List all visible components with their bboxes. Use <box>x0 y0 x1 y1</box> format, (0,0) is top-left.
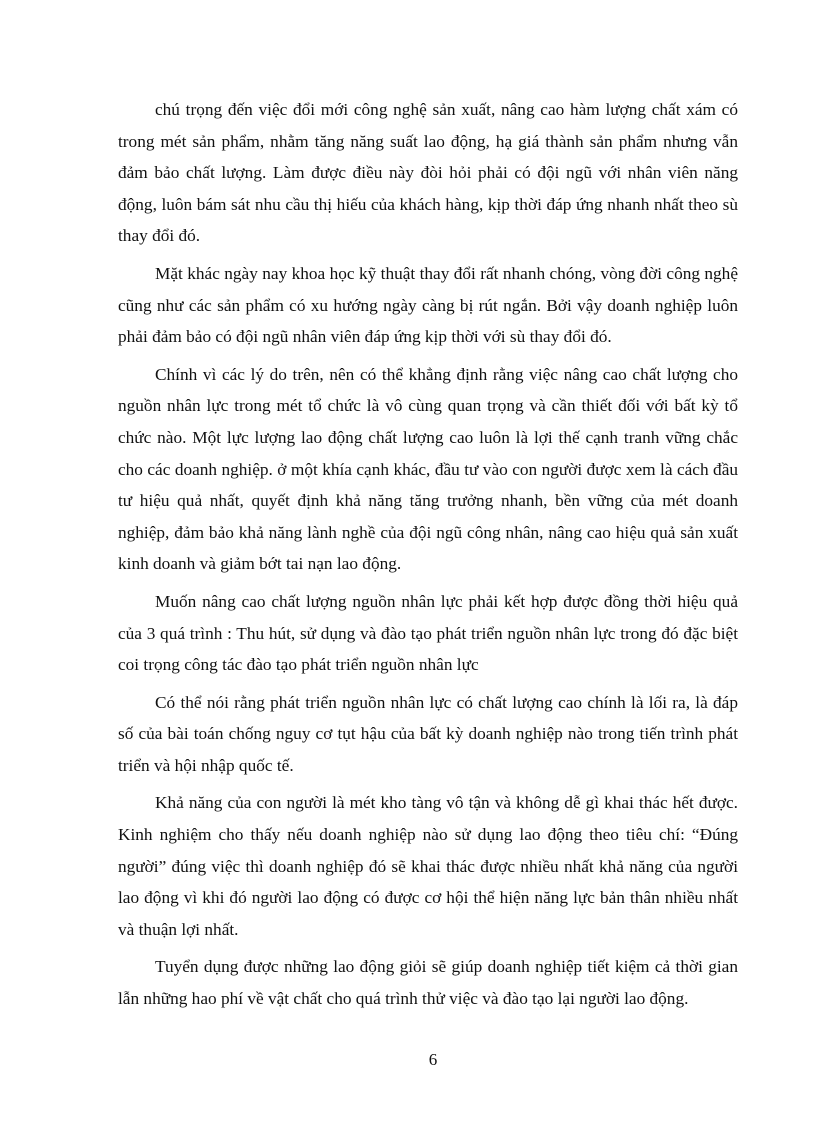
paragraph: Mặt khác ngày nay khoa học kỹ thuật thay đổi rất nhanh chóng, vòng đời công nghệ cũng như các sản phẩm có xu hướng ngày càng bị rút ngắn. Bởi vậy doanh nghiệp luôn phải đảm bảo có đội ngũ nhân viên đáp ứng kịp thời với sù thay đổi đó. <box>118 263 738 347</box>
paragraph: Khả năng của con người là mét kho tàng vô tận và không dễ gì khai thác hết được. Kinh nghiệm cho thấy nếu doanh nghiệp nào sử dụng lao động theo tiêu chí: “Đúng người” đúng việc thì doanh nghiệp đó sẽ khai thác được nhiều nhất khả năng của người lao động vì khi đó người lao động có được cơ hội thể hiện năng lực bản thân nhiều nhất và thuận lợi nhất. <box>118 793 738 939</box>
paragraph: Tuyển dụng được những lao động giỏi sẽ giúp doanh nghiệp tiết kiệm cả thời gian lẫn những hao phí về vật chất cho quá trình thử việc và đào tạo lại người lao động. <box>118 957 738 1009</box>
paragraph: Có thể nói rằng phát triển nguồn nhân lực có chất lượng cao chính là lối ra, là đáp số của bài toán chống nguy cơ tụt hậu của bất kỳ doanh nghiệp nào trong tiến trình phát triển và hội nhập quốc tế. <box>118 692 738 775</box>
paragraph: chú trọng đến việc đổi mới công nghệ sản xuất, nâng cao hàm lượng chất xám có trong mét sản phẩm, nhằm tăng năng suất lao động, hạ giá thành sản phẩm nhưng vẫn đảm bảo chất lượng. Làm được điều này đòi hỏi phải có đội ngũ với nhân viên năng động, luôn bám sát nhu cầu thị hiếu của khách hàng, kịp thời đáp ứng nhanh nhất theo sù thay đổi đó. <box>118 100 738 246</box>
paragraph: Muốn nâng cao chất lượng nguồn nhân lực phải kết hợp được đồng thời hiệu quả của 3 quá trình : Thu hút, sử dụng và đào tạo phát triển nguồn nhân lực trong đó đặc biệt coi trọng công tác đào tạo phát triển nguồn nhân lực <box>118 591 738 675</box>
page-number: 6 <box>428 1050 438 1069</box>
document-body <box>118 94 738 1015</box>
paragraph: Chính vì các lý do trên, nên có thể khẳng định rằng việc nâng cao chất lượng cho nguồn nhân lực trong mét tổ chức là vô cùng quan trọng và cần thiết đối với bất kỳ tổ chức nào. Một lực lượng lao động chất lượng cao luôn là lợi thế cạnh tranh vững chắc cho các doanh nghiệp. ở một khía cạnh khác, đầu tư vào con người được xem là cách đầu tư hiệu quả nhất, quyết định khả năng tăng trưởng nhanh, bền vững của mét doanh nghiệp, đảm bảo khả năng lành nghề của đội ngũ công nhân, nâng cao hiệu quả sản xuất kinh doanh và giảm bớt tai nạn lao động. <box>118 364 738 574</box>
